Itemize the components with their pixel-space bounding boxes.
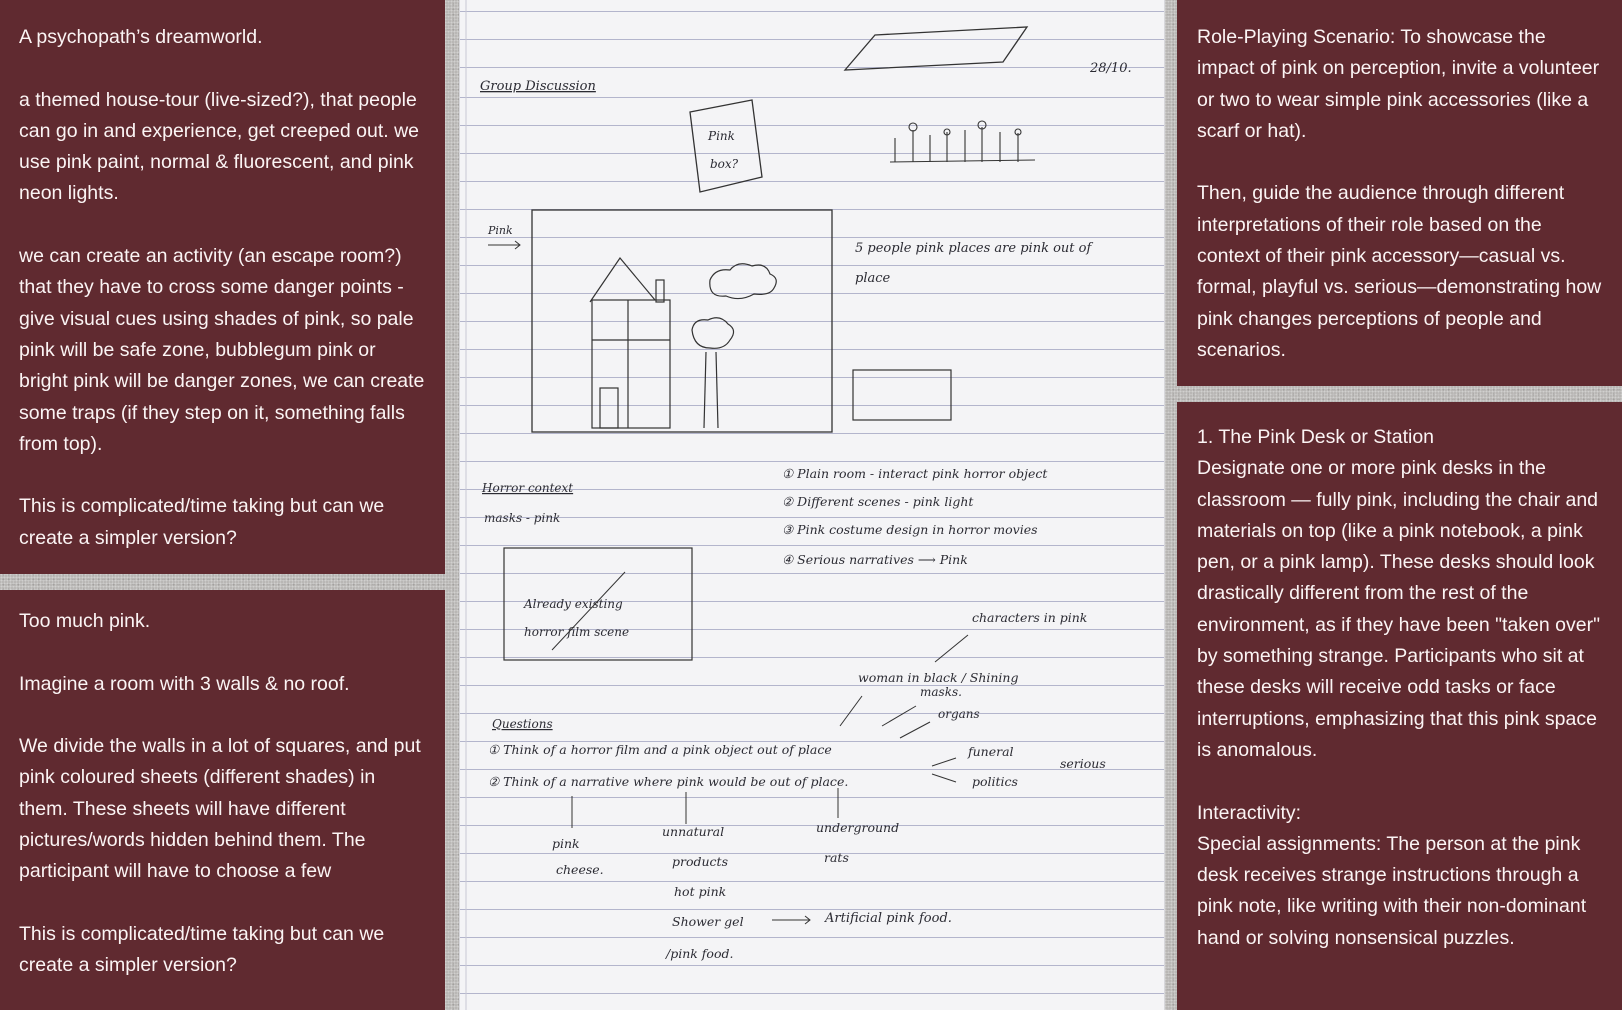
panel-role-playing-scenario: [1177, 0, 1622, 386]
svg-text:② Different scenes - pink ligh: ② Different scenes - pink light: [782, 494, 974, 509]
svg-text:③ Pink costume design in horro: ③ Pink costume design in horror movies: [782, 522, 1038, 537]
svg-text:underground: underground: [816, 820, 900, 835]
panel-title: Too much pink.: [19, 610, 151, 632]
parallelogram-sketch: [845, 27, 1027, 70]
svg-text:/pink food.: /pink food.: [666, 946, 734, 961]
svg-text:rats: rats: [824, 850, 849, 865]
svg-text:unnatural: unnatural: [662, 824, 725, 839]
panel-title: A psychopath’s dreamworld.: [19, 26, 263, 48]
svg-text:cheese.: cheese.: [556, 862, 604, 877]
panel-heading: 1. The Pink Desk or Station: [1197, 426, 1435, 448]
svg-text:horror film scene: horror film scene: [524, 625, 630, 639]
table-sketch: [853, 370, 951, 420]
handwritten-notes-photo: [459, 0, 1165, 1010]
panel-paragraph: We divide the walls in a lot of squares, and put pink coloured sheets (different shades) in them. These sheets will have different pictures/words hidden behind them. The participant will have to choose a few: [19, 735, 421, 883]
cloud-sketch: [710, 264, 776, 299]
svg-text:① Think of a horror film and a: ① Think of a horror film and a pink object out of place: [488, 742, 832, 757]
panel-paragraph: Special assignments: The person at the pink desk receives strange instructions through a pink note, like writing with their non-dominant hand or solving nonsensical puzzles.: [1197, 832, 1587, 949]
panel-paragraph: a themed house-tour (live-sized?), that people can go in and experience, get creeped out. we use pink paint, normal & fluorescent, and pink neon lights.: [19, 88, 420, 205]
svg-text:Artificial pink food.: Artificial pink food.: [825, 911, 952, 926]
notes-date: 28/10.: [1090, 61, 1132, 76]
svg-text:hot pink: hot pink: [674, 884, 727, 899]
svg-text:① Plain room - interact pink h: ① Plain room - interact pink horror object: [782, 466, 1048, 481]
flowers-sketch: [890, 121, 1035, 162]
svg-text:④ Serious narratives ⟶ Pink: ④ Serious narratives ⟶ Pink: [782, 552, 968, 567]
panel-paragraph: Then, guide the audience through different interpretations of their role based on the context of their pink accessory—casual vs. formal, playful vs. serious—demonstrating how pink changes perceptions of people and scenarios.: [1197, 182, 1602, 361]
panel-paragraph: This is complicated/time taking but can we create a simpler version?: [19, 922, 385, 977]
panel-paragraph: This is complicated/time taking but can we create a simpler version?: [19, 495, 385, 549]
notes-drawing: [460, 0, 1164, 1010]
pink-box-sketch: [690, 100, 762, 192]
panel-paragraph: Role-Playing Scenario: To showcase the impact of pink on perception, invite a volunteer or two to wear simple pink accessories (like a scarf or hat).: [1197, 26, 1600, 142]
svg-text:place: place: [855, 271, 891, 286]
svg-text:characters in pink: characters in pink: [972, 610, 1088, 625]
svg-text:pink: pink: [552, 836, 580, 851]
tree-sketch: [692, 318, 734, 428]
svg-text:politics: politics: [972, 774, 1018, 789]
svg-text:Pink: Pink: [488, 224, 513, 237]
scene-frame-sketch: [532, 210, 832, 432]
svg-text:box?: box?: [710, 157, 739, 171]
panel-paragraph: we can create an activity (an escape room?) that they have to cross some danger points - give visual cues using shades of pink, so pale pink will be safe zone, bubblegum pink or bright pink will be danger zones, we can create some traps (if they step on it, something falls from top).: [19, 245, 425, 455]
svg-text:masks - pink: masks - pink: [484, 511, 561, 525]
svg-text:Horror context: Horror context: [482, 481, 574, 495]
svg-text:② Think of a narrative where p: ② Think of a narrative where pink would be out of place.: [488, 774, 849, 789]
svg-text:5 people pink places are pink: 5 people pink places are pink out of: [855, 241, 1092, 256]
panel-psychopath-dreamworld: [0, 0, 445, 574]
panel-paragraph: Imagine a room with 3 walls & no roof.: [19, 672, 350, 695]
notes-title: Group Discussion: [480, 79, 596, 94]
panel-paragraph: Designate one or more pink desks in the classroom — fully pink, including the chair and materials on top (like a pink notebook, a pink pen, or a pink lamp). These desks should look drastically different from the rest of the environment, as if they have been "taken over" by something strange. Participants who sit at these desks will receive odd tasks or face interruptions, emphasizing that this pink space is anomalous.: [1197, 457, 1600, 761]
svg-text:organs: organs: [938, 707, 980, 721]
house-sketch: [590, 258, 670, 428]
panel-subheading: Interactivity:: [1197, 801, 1302, 824]
svg-text:serious: serious: [1060, 756, 1106, 771]
panel-pink-desk: [1177, 402, 1622, 1010]
svg-text:masks.: masks.: [920, 685, 962, 699]
svg-text:funeral: funeral: [968, 744, 1014, 759]
svg-text:woman in black / Shining: woman in black / Shining: [858, 670, 1019, 685]
svg-text:Shower gel: Shower gel: [672, 914, 744, 929]
panel-too-much-pink: [0, 590, 445, 1010]
svg-text:Pink: Pink: [708, 129, 735, 143]
svg-text:Questions: Questions: [492, 717, 553, 731]
svg-text:products: products: [672, 854, 728, 869]
svg-text:Already existing: Already existing: [524, 597, 623, 611]
